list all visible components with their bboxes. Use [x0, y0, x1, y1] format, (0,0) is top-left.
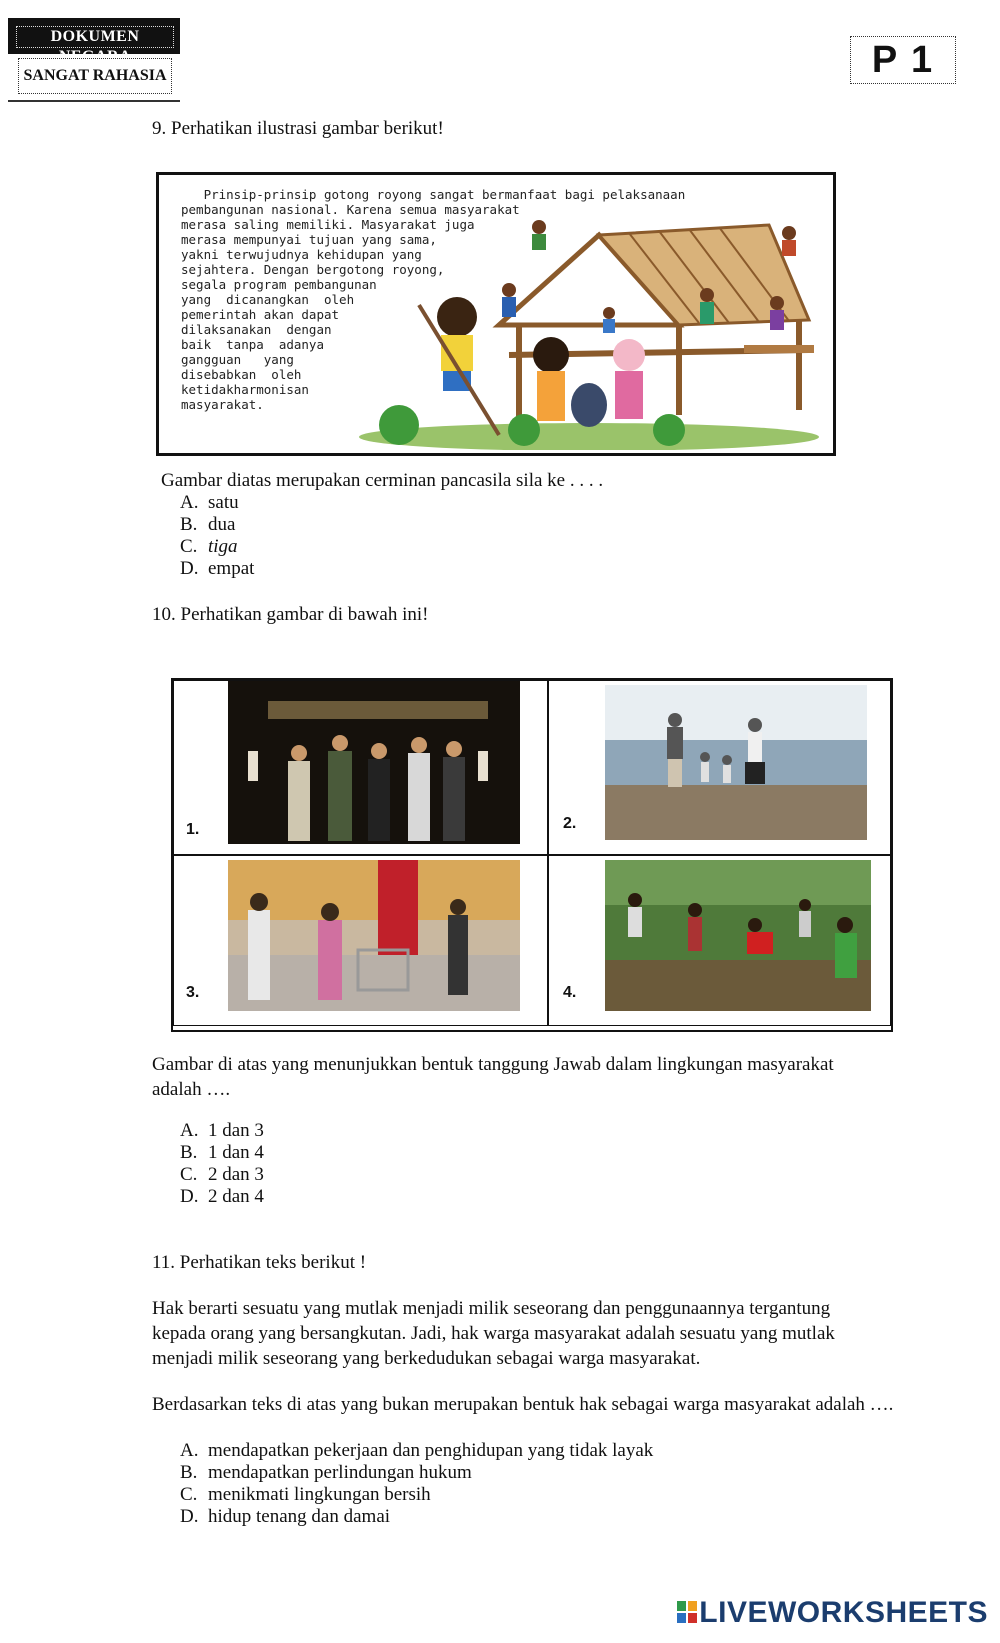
photo-night-ronda-art	[228, 681, 520, 844]
option-letter: D.	[180, 1186, 199, 1207]
liveworksheets-brand: LIVEWORKSHEETS	[699, 1596, 988, 1629]
grid-number-3: 3.	[186, 984, 200, 1001]
q9-option-a[interactable]	[180, 492, 254, 514]
q10-options	[180, 1120, 264, 1208]
option-text: 1 dan 3	[208, 1120, 264, 1141]
photo-beach-family-art	[605, 685, 867, 840]
q11-option-a[interactable]	[180, 1440, 653, 1462]
photo-community-cleanup	[605, 860, 871, 1011]
option-letter: A.	[180, 1120, 199, 1141]
grid-cell-2	[548, 680, 891, 855]
q11-options	[180, 1440, 653, 1528]
option-letter: C.	[180, 1164, 198, 1185]
q9-question: Gambar diatas merupakan cerminan pancasila sila ke . . . .	[161, 470, 604, 491]
option-text: hidup tenang dan damai	[208, 1506, 391, 1527]
gotong-royong-illustration	[349, 205, 829, 450]
option-letter: A.	[180, 492, 199, 513]
option-text: dua	[208, 514, 236, 535]
liveworksheets-logo[interactable]	[677, 1596, 988, 1630]
q10-image-grid	[171, 678, 893, 1032]
photo-shopping-mall	[228, 860, 520, 1011]
option-letter: A.	[180, 1440, 199, 1461]
paper-code: P 1	[871, 39, 935, 81]
stamp-dokumen-negara	[8, 18, 180, 65]
liveworksheets-grid-icon	[677, 1599, 697, 1625]
grid-cell-1	[173, 680, 548, 855]
grid-number-1: 1.	[186, 821, 200, 838]
option-letter: B.	[180, 1462, 198, 1483]
q11-option-d[interactable]	[180, 1506, 653, 1528]
q9-option-c[interactable]	[180, 536, 254, 558]
q11-question: Berdasarkan teks di atas yang bukan merupakan bentuk hak sebagai warga masyarakat adalah ….	[152, 1394, 894, 1415]
option-letter: C.	[180, 536, 198, 557]
grid-number-2: 2.	[563, 815, 577, 832]
option-letter: D.	[180, 1506, 199, 1527]
stamp-sangat-rahasia	[18, 58, 172, 94]
option-letter: D.	[180, 558, 199, 579]
photo-beach-family	[605, 685, 867, 840]
stamp-divider	[8, 100, 180, 102]
grid-number-4: 4.	[563, 984, 577, 1001]
photo-community-cleanup-art	[605, 860, 871, 1011]
option-text: 2 dan 3	[208, 1164, 264, 1185]
q10-prompt: 10. Perhatikan gambar di bawah ini!	[152, 604, 429, 625]
q9-prompt: 9. Perhatikan ilustrasi gambar berikut!	[152, 118, 444, 139]
grid-cell-4	[548, 855, 891, 1026]
option-letter: B.	[180, 1142, 198, 1163]
option-text: tiga	[208, 536, 238, 557]
paper-code-box	[850, 36, 956, 84]
option-text: 2 dan 4	[208, 1186, 264, 1207]
q11-passage: Hak berarti sesuatu yang mutlak menjadi milik seseorang dan penggunaannya tergantung kepada orang yang bersangkutan. Jadi, hak warga masyarakat adalah sesuatu yang mutlak menjadi milik seseorang yang berkedudukan sebagai warga masyarakat.	[152, 1298, 835, 1369]
option-text: mendapatkan pekerjaan dan penghidupan yang tidak layak	[208, 1440, 654, 1461]
option-letter: C.	[180, 1484, 198, 1505]
q10-question: Gambar di atas yang menunjukkan bentuk tanggung Jawab dalam lingkungan masyarakat adalah ….	[152, 1054, 834, 1100]
option-text: mendapatkan perlindungan hukum	[208, 1462, 472, 1483]
q10-option-c[interactable]	[180, 1164, 264, 1186]
option-letter: B.	[180, 514, 198, 535]
q10-option-a[interactable]	[180, 1120, 264, 1142]
q9-illustration	[156, 172, 836, 456]
stamp-top-label: DOKUMEN NEGARA	[16, 26, 174, 48]
grid-cell-3	[173, 855, 548, 1026]
option-text: 1 dan 4	[208, 1142, 264, 1163]
stamp-bottom-label: SANGAT RAHASIA	[23, 67, 167, 84]
q11-option-c[interactable]	[180, 1484, 653, 1506]
photo-night-ronda	[228, 681, 520, 844]
q10-option-d[interactable]	[180, 1186, 264, 1208]
q9-option-d[interactable]	[180, 558, 254, 580]
q9-option-b[interactable]	[180, 514, 254, 536]
option-text: empat	[208, 558, 255, 579]
q11-option-b[interactable]	[180, 1462, 653, 1484]
option-text: menikmati lingkungan bersih	[208, 1484, 431, 1505]
option-text: satu	[208, 492, 239, 513]
q9-figure-text: Prinsip-prinsip gotong royong sangat bermanfaat bagi pelaksanaan pembangunan nasional. Karena semua masyarakat merasa saling memiliki. Masyarakat juga merasa mempunyai tujuan yang sama, yakni terwujudnya kehidupan yang sejahtera. Dengan bergotong royong, segala program pembangunan yang dicanangkan oleh pemerintah akan dapat dilaksanakan dengan baik tanpa adanya gangguan yang disebabkan oleh ketidakharmonisan masyarakat.	[181, 187, 686, 412]
q11-prompt: 11. Perhatikan teks berikut !	[152, 1252, 367, 1273]
q9-options	[180, 492, 254, 580]
q10-option-b[interactable]	[180, 1142, 264, 1164]
photo-shopping-mall-art	[228, 860, 520, 1011]
